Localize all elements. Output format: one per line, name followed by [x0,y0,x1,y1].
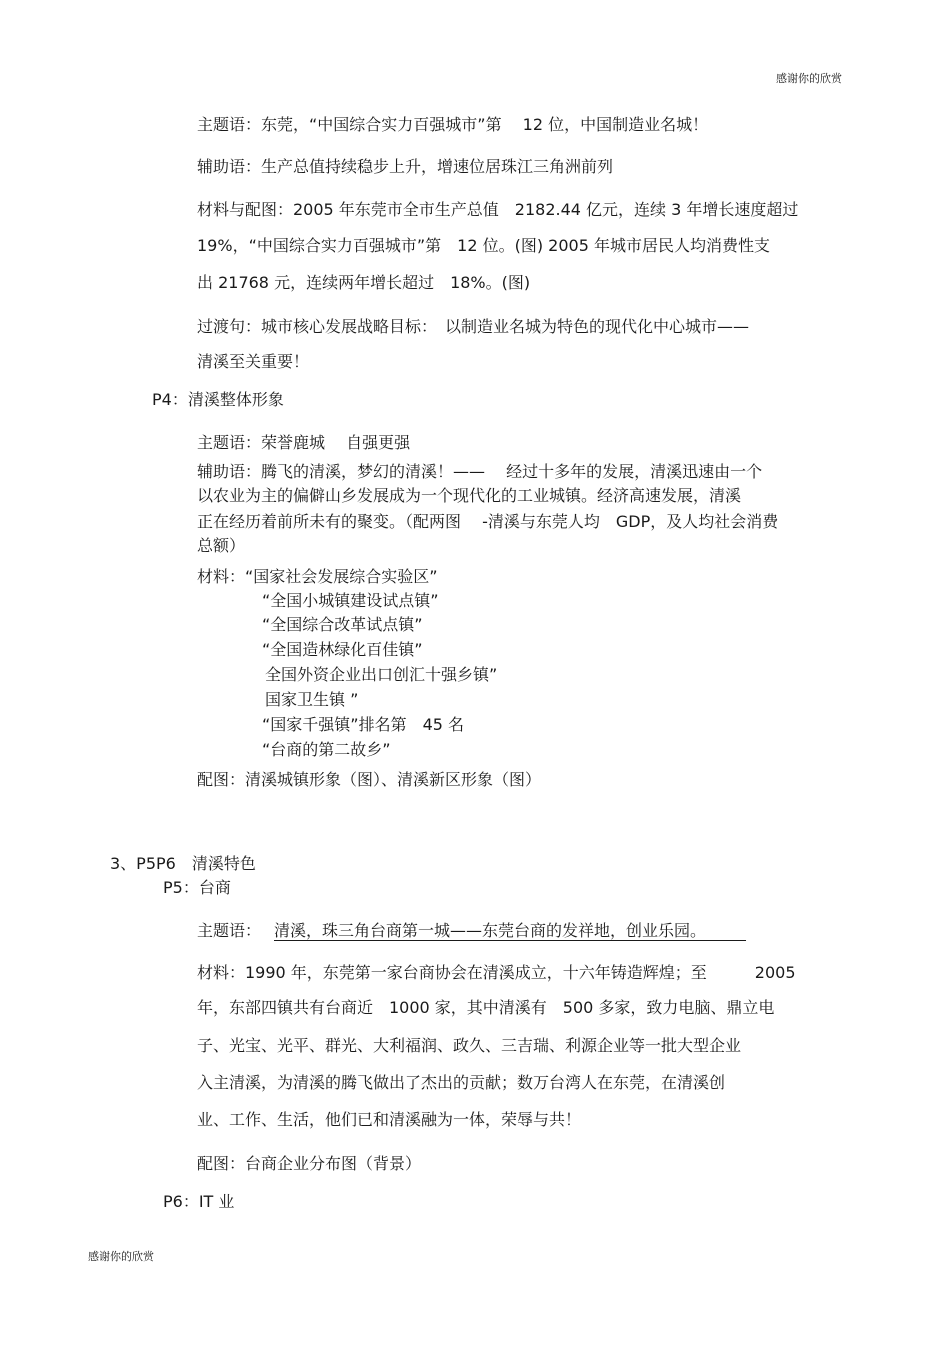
transition-line-2: 清溪至关重要！ [197,352,310,371]
material-line-1: 材料与配图：2005 年东莞市全市生产总值 2182.44 亿元，连续 3 年增长速度超过 [197,200,799,219]
honor-item-3: “全国综合改革试点镇” [262,615,423,634]
theme-line-p4: 主题语：荣誉鹿城 自强更强 [197,433,411,452]
material-p5-line-4: 入主清溪，为清溪的腾飞做出了杰出的贡献；数万台湾人在东莞，在清溪创 [197,1073,726,1092]
footer-note: 感谢你的欣赏 [88,1250,154,1263]
figure-line-p5: 配图：台商企业分布图（背景） [197,1154,422,1173]
section-heading-3: 3、P5P6 清溪特色 [110,854,256,873]
aux-line-p4-2: 以农业为主的偏僻山乡发展成为一个现代化的工业城镇。经济高速发展，清溪 [197,486,742,505]
theme-text-p5: 清溪，珠三角台商第一城——东莞台商的发祥地，创业乐园。 [274,921,747,940]
figure-line-p4: 配图：清溪城镇形象（图）、清溪新区形象（图） [197,770,542,789]
honor-item-1: 材料：“国家社会发展综合实验区” [197,567,438,586]
honor-item-6: 国家卫生镇 ” [265,690,359,709]
material-p5-line-3: 子、光宝、光平、群光、大利福润、政久、三吉瑞、利源企业等一批大型企业 [197,1036,742,1055]
honor-item-2: “全国小城镇建设试点镇” [262,591,439,610]
honor-item-8: “台商的第二故乡” [262,740,391,759]
material-line-2: 19%，“中国综合实力百强城市”第 12 位。(图) 2005 年城市居民人均消费性支 [197,236,770,255]
section-heading-p4: P4：清溪整体形象 [152,390,284,409]
theme-line-dongguan: 主题语：东莞，“中国综合实力百强城市”第 12 位，中国制造业名城！ [197,115,709,134]
aux-line-dongguan: 辅助语：生产总值持续稳步上升，增速位居珠江三角洲前列 [197,157,614,176]
section-heading-p5: P5：台商 [163,878,231,897]
theme-label-p5: 主题语： [197,921,262,940]
material-p5-line-1: 材料：1990 年，东莞第一家台商协会在清溪成立，十六年铸造辉煌；至 2005 [197,963,796,982]
transition-line-1: 过渡句：城市核心发展战略目标： 以制造业名城为特色的现代化中心城市—— [197,317,750,336]
honor-item-5: 全国外资企业出口创汇十强乡镇” [265,665,498,684]
honor-item-7: “国家千强镇”排名第 45 名 [262,715,465,734]
aux-line-p4-4: 总额） [197,536,246,555]
aux-line-p4-3: 正在经历着前所未有的聚变。（配两图 -清溪与东莞人均 GDP，及人均社会消费 [197,512,779,531]
material-p5-line-5: 业、工作、生活，他们已和清溪融为一体，荣辱与共！ [197,1110,582,1129]
header-note: 感谢你的欣赏 [776,72,842,85]
material-line-3: 出 21768 元，连续两年增长超过 18%。(图) [197,273,531,292]
section-heading-p6: P6：IT 业 [163,1192,235,1211]
aux-line-p4-1: 辅助语：腾飞的清溪，梦幻的清溪！—— 经过十多年的发展，清溪迅速由一个 [197,462,763,481]
material-p5-line-2: 年，东部四镇共有台商近 1000 家，其中清溪有 500 多家，致力电脑、鼎立电 [197,998,775,1017]
honor-item-4: “全国造林绿化百佳镇” [262,640,423,659]
